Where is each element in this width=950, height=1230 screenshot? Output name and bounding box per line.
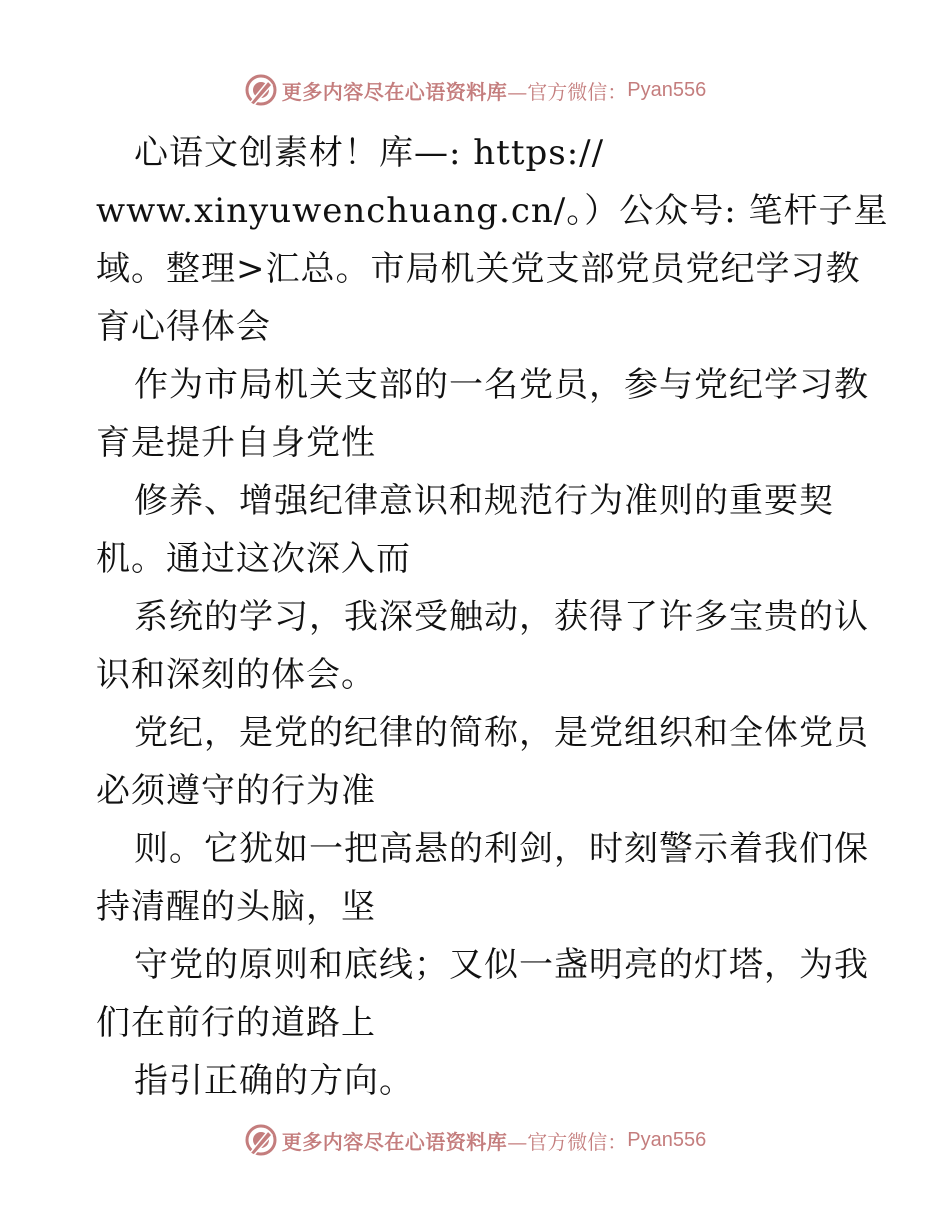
header-wechat-label: —官方微信：	[507, 79, 628, 104]
header-wechat-id: Pyan556	[627, 78, 707, 101]
body-line: 修养、增强纪律意识和规范行为准则的重要契	[134, 481, 834, 521]
body-line: www.xinyuwenchuang.cn/。）公众号: 笔杆子星	[96, 191, 889, 231]
body-line: 作为市局机关支部的一名党员，参与党纪学习教	[134, 365, 869, 405]
body-line: 指引正确的方向。	[134, 1061, 414, 1101]
pen-logo-icon	[244, 1123, 278, 1157]
footer-wechat-label: —官方微信：	[507, 1129, 628, 1154]
header-brand-text: 更多内容尽在心语资料库	[281, 79, 508, 104]
document-body	[96, 124, 889, 1110]
body-line: 心语文创素材！库—: https://	[134, 133, 605, 173]
body-line: 党纪，是党的纪律的简称，是党组织和全体党员	[134, 713, 869, 753]
body-line: 域。整理>汇总。市局机关党支部党员党纪学习教	[96, 249, 861, 289]
body-line: 必须遵守的行为准	[96, 771, 376, 811]
body-line: 则。它犹如一把高悬的利剑，时刻警示着我们保	[134, 829, 869, 869]
pen-logo-icon	[244, 73, 278, 107]
body-line: 持清醒的头脑，坚	[96, 887, 376, 927]
body-line: 守党的原则和底线；又似一盏明亮的灯塔，为我	[134, 945, 869, 985]
footer-watermark	[0, 1120, 950, 1160]
body-line: 育是提升自身党性	[96, 423, 376, 463]
body-line: 识和深刻的体会。	[96, 655, 376, 695]
footer-brand-text: 更多内容尽在心语资料库	[281, 1129, 508, 1154]
body-line: 育心得体会	[96, 307, 271, 347]
body-line: 系统的学习，我深受触动，获得了许多宝贵的认	[134, 597, 869, 637]
header-watermark	[0, 70, 950, 110]
body-line: 机。通过这次深入而	[96, 539, 411, 579]
footer-wechat-id: Pyan556	[627, 1128, 707, 1151]
body-line: 们在前行的道路上	[96, 1003, 376, 1043]
